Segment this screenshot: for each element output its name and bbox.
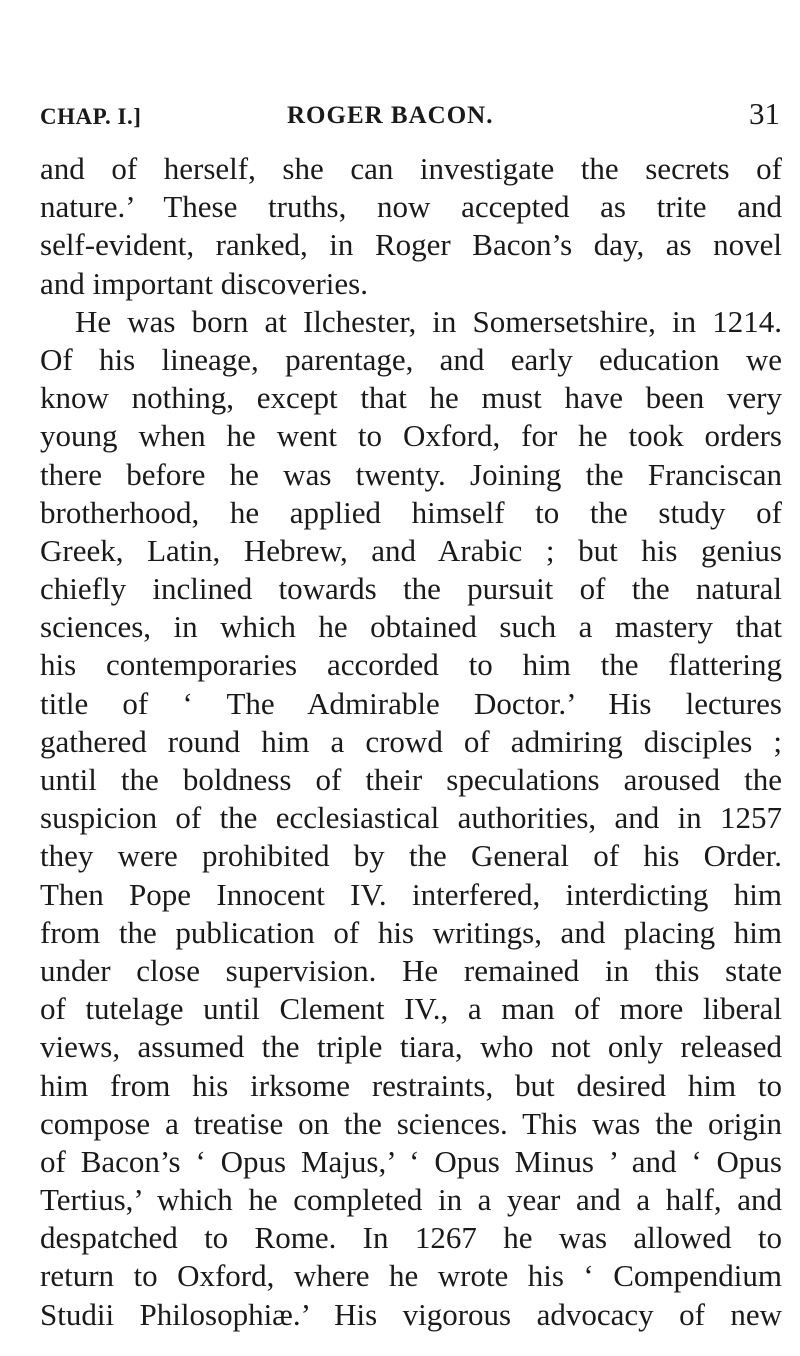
page-number: 31 bbox=[749, 96, 780, 131]
chapter-label: CHAP. I.] bbox=[40, 104, 142, 129]
text-line: they were prohibited by the General of his Order. bbox=[40, 838, 782, 874]
running-title: ROGER BACON. bbox=[287, 102, 494, 129]
text-line: sciences, in which he obtained such a mastery that bbox=[40, 609, 782, 645]
text-line: compose a treatise on the sciences. This was the origin bbox=[40, 1105, 782, 1141]
text-line: his contemporaries accorded to him the flattering bbox=[40, 647, 782, 683]
text-line: young when he went to Oxford, for he took orders bbox=[40, 418, 782, 454]
text-line: Tertius,’ which he completed in a year and a half, and bbox=[40, 1182, 782, 1218]
body-text bbox=[40, 150, 782, 1334]
text-line: of Bacon’s ‘ Opus Majus,’ ‘ Opus Minus ’ and ‘ Opus bbox=[40, 1143, 782, 1179]
text-line: him from his irksome restraints, but desired him to bbox=[40, 1067, 782, 1103]
text-line: and important discoveries. bbox=[40, 265, 368, 301]
text-line: there before he was twenty. Joining the Franciscan bbox=[40, 456, 782, 492]
text-line: despatched to Rome. In 1267 he was allowed to bbox=[40, 1220, 782, 1256]
text-line: Then Pope Innocent IV. interfered, interdicting him bbox=[40, 876, 782, 912]
text-line: gathered round him a crowd of admiring disciples ; bbox=[40, 723, 782, 759]
text-line: Studii Philosophiæ.’ His vigorous advocacy of new bbox=[40, 1296, 782, 1332]
text-line: suspicion of the ecclesiastical authorities, and in 1257 bbox=[40, 800, 782, 836]
text-line: nature.’ These truths, now accepted as trite and bbox=[40, 189, 782, 225]
text-line: return to Oxford, where he wrote his ‘ Compendium bbox=[40, 1258, 782, 1294]
text-line: until the boldness of their speculations aroused the bbox=[40, 762, 782, 797]
text-line: Of his lineage, parentage, and early education we bbox=[40, 341, 782, 377]
text-line: know nothing, except that he must have been very bbox=[40, 380, 782, 416]
text-line: of tutelage until Clement IV., a man of more liberal bbox=[40, 991, 782, 1027]
text-line: from the publication of his writings, and placing him bbox=[40, 914, 782, 950]
text-line: and of herself, she can investigate the secrets of bbox=[40, 151, 782, 186]
text-line: under close supervision. He remained in this state bbox=[40, 952, 782, 988]
text-line: title of ‘ The Admirable Doctor.’ His lectures bbox=[40, 685, 782, 721]
text-line: views, assumed the triple tiara, who not only released bbox=[40, 1029, 782, 1065]
text-line: chiefly inclined towards the pursuit of the natural bbox=[40, 571, 782, 607]
running-head bbox=[40, 96, 780, 136]
text-line: brotherhood, he applied himself to the study of bbox=[40, 494, 782, 530]
text-line: self-evident, ranked, in Roger Bacon’s day, as novel bbox=[40, 227, 782, 263]
text-line: He was born at Ilchester, in Somersetshire, in 1214. bbox=[75, 303, 782, 339]
text-line: Greek, Latin, Hebrew, and Arabic ; but his genius bbox=[40, 532, 782, 568]
